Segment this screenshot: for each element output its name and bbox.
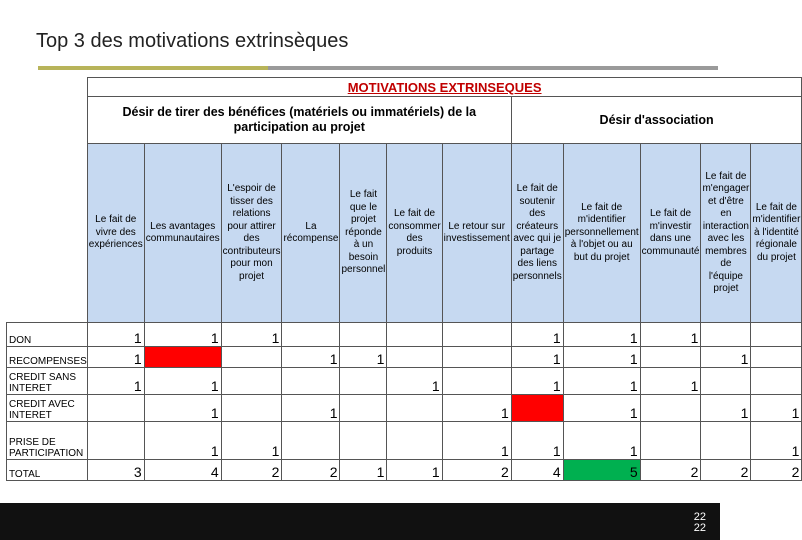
table-cell bbox=[87, 395, 144, 422]
table-row bbox=[7, 368, 802, 395]
column-header-text: Le fait de m'engager et d'être en interaction avec les membres de l'équipe projet bbox=[702, 170, 750, 294]
table-cell: 1 bbox=[282, 395, 340, 422]
column-header-text: Le fait de m'investir dans une communauté bbox=[641, 208, 700, 257]
table-cell bbox=[221, 347, 282, 368]
table-cell bbox=[751, 368, 802, 395]
table-cell: 1 bbox=[221, 422, 282, 460]
column-header bbox=[144, 144, 221, 323]
table-cell: 1 bbox=[511, 422, 563, 460]
table-cell: 1 bbox=[640, 368, 701, 395]
table-cell bbox=[387, 323, 442, 347]
column-header bbox=[282, 144, 340, 323]
table-cell: 1 bbox=[511, 323, 563, 347]
column-header-text: Le retour sur investissement bbox=[443, 220, 510, 244]
table-cell: 1 bbox=[144, 323, 221, 347]
table-row bbox=[7, 323, 802, 347]
column-header bbox=[221, 144, 282, 323]
table-cell-highlight-red bbox=[144, 347, 221, 368]
table-cell-highlight-red bbox=[511, 395, 563, 422]
table-row bbox=[7, 422, 802, 460]
column-header-text: La récompense bbox=[283, 220, 339, 244]
table-cell: 2 bbox=[751, 460, 802, 481]
table-cell: 1 bbox=[387, 460, 442, 481]
table-row bbox=[7, 347, 802, 368]
table-cell: 2 bbox=[442, 460, 511, 481]
column-header-text: Les avantages communautaires bbox=[145, 220, 220, 244]
table-cell: 2 bbox=[701, 460, 751, 481]
column-header-text: Le fait de m'identifier à l'identité régionale du projet bbox=[752, 201, 801, 263]
column-header bbox=[640, 144, 701, 323]
table-cell: 1 bbox=[563, 395, 640, 422]
group-header-association: Désir d'association bbox=[511, 97, 802, 144]
table-cell: 1 bbox=[701, 347, 751, 368]
table-row bbox=[7, 395, 802, 422]
table-cell bbox=[87, 422, 144, 460]
column-header-text: L'espoir de tisser des relations pour attirer des contributeurs pour mon projet bbox=[222, 183, 281, 282]
column-header-text: Le fait de soutenir des créateurs avec qui je partage des liens personnels bbox=[512, 183, 562, 282]
column-header bbox=[701, 144, 751, 323]
table-cell: 1 bbox=[563, 347, 640, 368]
table-cell: 1 bbox=[144, 422, 221, 460]
table-cell: 2 bbox=[640, 460, 701, 481]
group-header-benefits: Désir de tirer des bénéfices (matériels ou immatériels) de la participation au projet bbox=[87, 97, 511, 144]
table-cell: 1 bbox=[282, 347, 340, 368]
row-label: TOTAL bbox=[7, 460, 88, 481]
table-cell: 1 bbox=[221, 323, 282, 347]
table-cell bbox=[387, 395, 442, 422]
table-cell bbox=[282, 368, 340, 395]
table-cell: 1 bbox=[640, 323, 701, 347]
table-cell: 1 bbox=[387, 368, 442, 395]
table-cell: 1 bbox=[87, 323, 144, 347]
table-cell bbox=[221, 395, 282, 422]
table-cell: 1 bbox=[340, 347, 387, 368]
table-cell: 2 bbox=[221, 460, 282, 481]
table-cell: 1 bbox=[87, 368, 144, 395]
table-cell: 1 bbox=[511, 347, 563, 368]
table-cell: 1 bbox=[701, 395, 751, 422]
table-cell bbox=[340, 368, 387, 395]
table-cell bbox=[701, 368, 751, 395]
column-header-text: Le fait que le projet réponde à un besoin personnel bbox=[341, 189, 386, 276]
table-cell: 1 bbox=[751, 395, 802, 422]
table-cell: 1 bbox=[340, 460, 387, 481]
table-cell: 1 bbox=[563, 422, 640, 460]
column-header-text: Le fait de vivre des expériences bbox=[88, 214, 143, 251]
table-cell bbox=[442, 368, 511, 395]
table-cell bbox=[282, 422, 340, 460]
table-row-total bbox=[7, 460, 802, 481]
row-label: RECOMPENSES bbox=[7, 347, 88, 368]
table-cell: 1 bbox=[144, 368, 221, 395]
table-title: MOTIVATIONS EXTRINSEQUES bbox=[87, 78, 802, 97]
table-cell: 1 bbox=[751, 422, 802, 460]
table-cell: 4 bbox=[144, 460, 221, 481]
column-header bbox=[387, 144, 442, 323]
table-cell bbox=[387, 422, 442, 460]
table-cell bbox=[221, 368, 282, 395]
footer-bar bbox=[0, 503, 720, 540]
table-cell-highlight-green: 5 bbox=[563, 460, 640, 481]
row-label: PRISE DE PARTICIPATION bbox=[7, 422, 88, 460]
table-cell bbox=[442, 347, 511, 368]
table-cell bbox=[340, 395, 387, 422]
table-cell bbox=[282, 323, 340, 347]
column-header bbox=[751, 144, 802, 323]
column-header bbox=[87, 144, 144, 323]
table-cell: 1 bbox=[442, 395, 511, 422]
table-cell bbox=[751, 323, 802, 347]
table-cell: 3 bbox=[87, 460, 144, 481]
column-header-text: Le fait de m'identifier personnellement à l'objet ou au but du projet bbox=[564, 201, 639, 263]
table-cell: 1 bbox=[87, 347, 144, 368]
column-header bbox=[511, 144, 563, 323]
table-cell: 1 bbox=[563, 368, 640, 395]
table-cell: 4 bbox=[511, 460, 563, 481]
table-cell bbox=[640, 347, 701, 368]
table-cell: 1 bbox=[511, 368, 563, 395]
table-cell bbox=[340, 422, 387, 460]
table-cell: 1 bbox=[144, 395, 221, 422]
table-cell: 1 bbox=[442, 422, 511, 460]
table-cell bbox=[442, 323, 511, 347]
table-cell bbox=[640, 395, 701, 422]
title-underline-accent bbox=[38, 66, 268, 70]
table-corner bbox=[7, 78, 88, 323]
table-cell: 1 bbox=[563, 323, 640, 347]
column-header bbox=[340, 144, 387, 323]
table-cell bbox=[751, 347, 802, 368]
page-number-line-1: 22 bbox=[693, 511, 706, 523]
table-cell bbox=[640, 422, 701, 460]
column-header bbox=[442, 144, 511, 323]
table-cell bbox=[387, 347, 442, 368]
table-cell bbox=[340, 323, 387, 347]
table-cell: 2 bbox=[282, 460, 340, 481]
table-cell bbox=[701, 422, 751, 460]
column-header-text: Le fait de consommer des produits bbox=[388, 208, 441, 257]
page-number-line-2: 22 bbox=[693, 522, 706, 534]
motivations-table bbox=[6, 77, 802, 481]
column-header bbox=[563, 144, 640, 323]
row-label: CREDIT SANS INTERET bbox=[7, 368, 88, 395]
row-label: DON bbox=[7, 323, 88, 347]
row-label: CREDIT AVEC INTERET bbox=[7, 395, 88, 422]
page-number bbox=[694, 512, 706, 534]
slide-title: Top 3 des motivations extrinsèques bbox=[36, 30, 349, 52]
table-cell bbox=[701, 323, 751, 347]
